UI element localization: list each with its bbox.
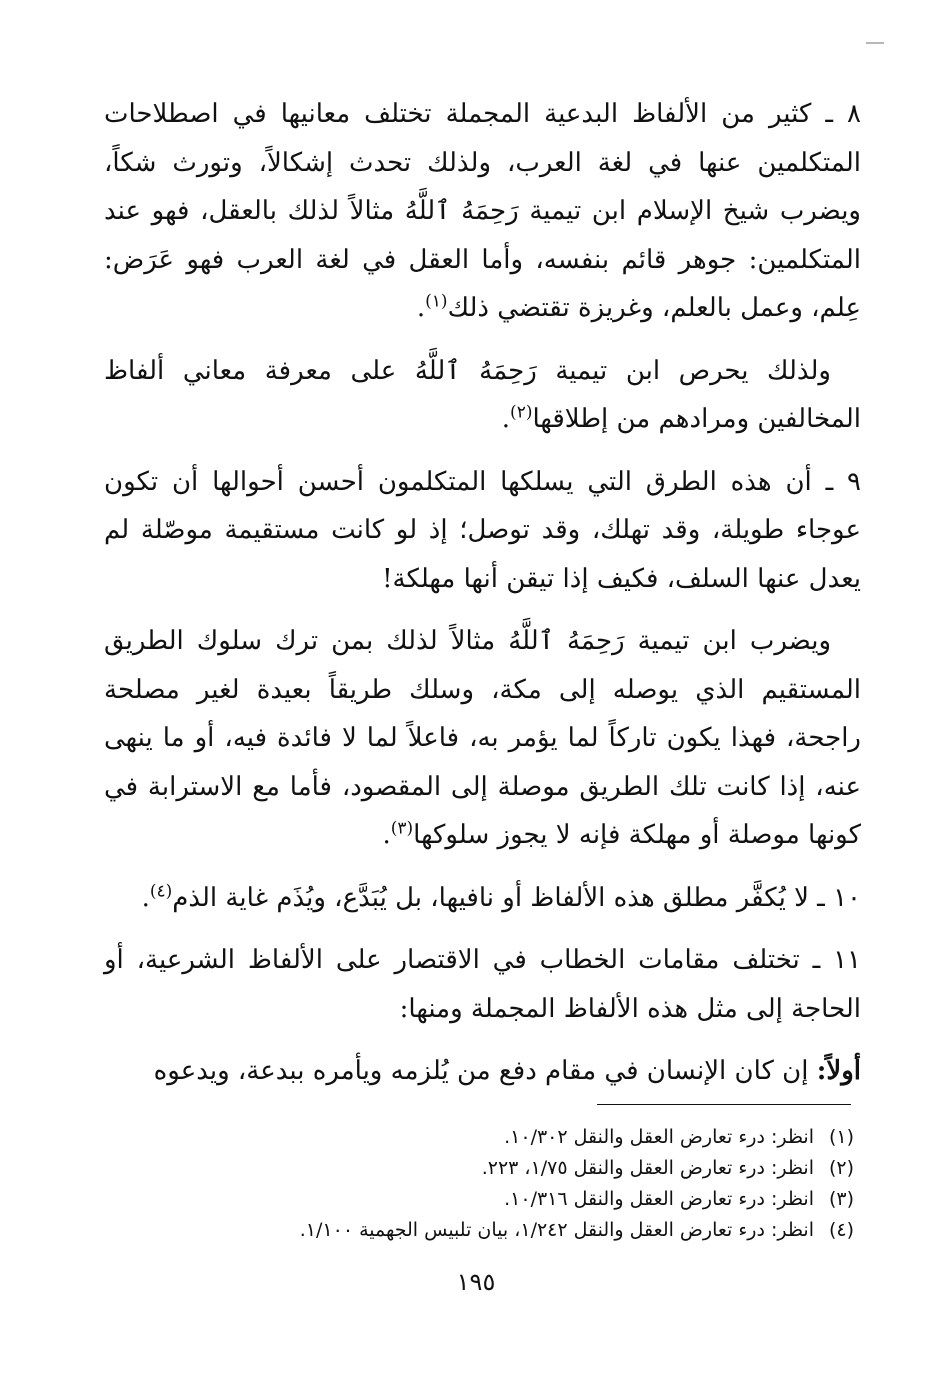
- footnote-text: انظر: درء تعارض العقل والنقل ١٠/٣١٦.: [504, 1188, 814, 1210]
- paragraph-text: ويضرب ابن تيمية رَحِمَهُ ٱللَّهُ مثالاً لذلك بمن ترك سلوك الطريق المستقيم الذي يوصله إلى مكة، وسلك طريقاً بعيدة لغير مصلحة راجحة، فهذا يكون تاركاً لما يؤمر به، فاعلاً لما لا فائدة فيه، أو ما ينهى عنه، إذا كانت تلك الطريق موصلة إلى المقصود، فأما مع الاسترابة في كونها موصلة أو مهلكة فإنه لا يجوز سلوكها: [104, 626, 861, 850]
- footnote-number: (٢): [828, 1157, 854, 1179]
- paragraph-end: .: [416, 293, 426, 323]
- footnote-reference: (٣): [390, 818, 414, 839]
- paragraph-text: إن كان الإنسان في مقام دفع من يُلزمه ويأمره ببدعة، ويدعوه: [153, 1056, 817, 1086]
- footnote-number: (٣): [828, 1188, 854, 1210]
- paragraph-text: ٨ ـ كثير من الألفاظ البدعية المجملة تختلف معانيها في اصطلاحات المتكلمين عنها في لغة العرب، ولذلك تحدث إشكالاً، وتورث شكاً، ويضرب شيخ الإسلام ابن تيمية رَحِمَهُ ٱللَّهُ مثالاً لذلك بالعقل، فهو عند المتكلمين: جوهر قائم بنفسه، وأما العقل في لغة العرب فهو عَرَض: عِلم، وعمل بالعلم، وغريزة تقتضي ذلك: [104, 99, 861, 323]
- paragraph-text: ١٠ ـ لا يُكفَّر مطلق هذه الألفاظ أو نافيها، بل يُبَدَّع، ويُذَم غاية الذم: [172, 882, 861, 913]
- paragraph-first-point: [104, 1047, 861, 1096]
- main-text: [104, 90, 861, 1110]
- paragraph-end: .: [382, 820, 391, 850]
- paragraph-9-continuation: [104, 617, 861, 860]
- footnote-number: (٤): [828, 1219, 854, 1241]
- paragraph-10: [104, 874, 861, 923]
- footnotes: [94, 1122, 854, 1246]
- footnote-reference: (٢): [510, 402, 533, 423]
- footnote-text: انظر: درء تعارض العقل والنقل ١٠/٣٠٢.: [504, 1126, 814, 1148]
- footnote: [94, 1122, 854, 1153]
- footnote: [94, 1184, 854, 1215]
- footnote-text: انظر: درء تعارض العقل والنقل ١/٧٥، ٢٢٣.: [481, 1157, 814, 1179]
- footnote: [94, 1215, 854, 1246]
- paragraph-text: ولذلك يحرص ابن تيمية رَحِمَهُ ٱللَّهُ على معرفة معاني ألفاظ المخالفين ومرادهم من إطلاقها: [104, 355, 861, 434]
- scan-mark: [866, 42, 884, 44]
- paragraph-text: ١١ ـ تختلف مقامات الخطاب في الاقتصار على الألفاظ الشرعية، أو الحاجة إلى مثل هذه الألفاظ المجملة ومنها:: [104, 945, 861, 1024]
- paragraph-end: .: [501, 404, 511, 434]
- footnote-number: (١): [828, 1126, 854, 1148]
- page-number: ١٩٥: [456, 1268, 496, 1296]
- paragraph-9: [104, 458, 861, 604]
- paragraph-end: .: [141, 882, 150, 913]
- footnote-divider: [597, 1104, 851, 1105]
- paragraph-11: [104, 936, 861, 1033]
- paragraph-8-continuation: [104, 347, 861, 444]
- paragraph-8: [104, 90, 861, 333]
- footnote-reference: (١): [425, 291, 448, 312]
- paragraph-text: ٩ ـ أن هذه الطرق التي يسلكها المتكلمون أحسن أحوالها أن تكون عوجاء طويلة، وقد تهلك، وقد توصل؛ إذ لو كانت مستقيمة موصّلة لم يعدل عنها السلف، فكيف إذا تيقن أنها مهلكة!: [104, 466, 861, 594]
- point-lead: أولاً:: [816, 1056, 861, 1086]
- footnote-text: انظر: درء تعارض العقل والنقل ١/٢٤٢، بيان تلبيس الجهمية ١/١٠٠.: [299, 1219, 814, 1241]
- footnote: [94, 1153, 854, 1184]
- footnote-reference: (٤): [149, 880, 173, 901]
